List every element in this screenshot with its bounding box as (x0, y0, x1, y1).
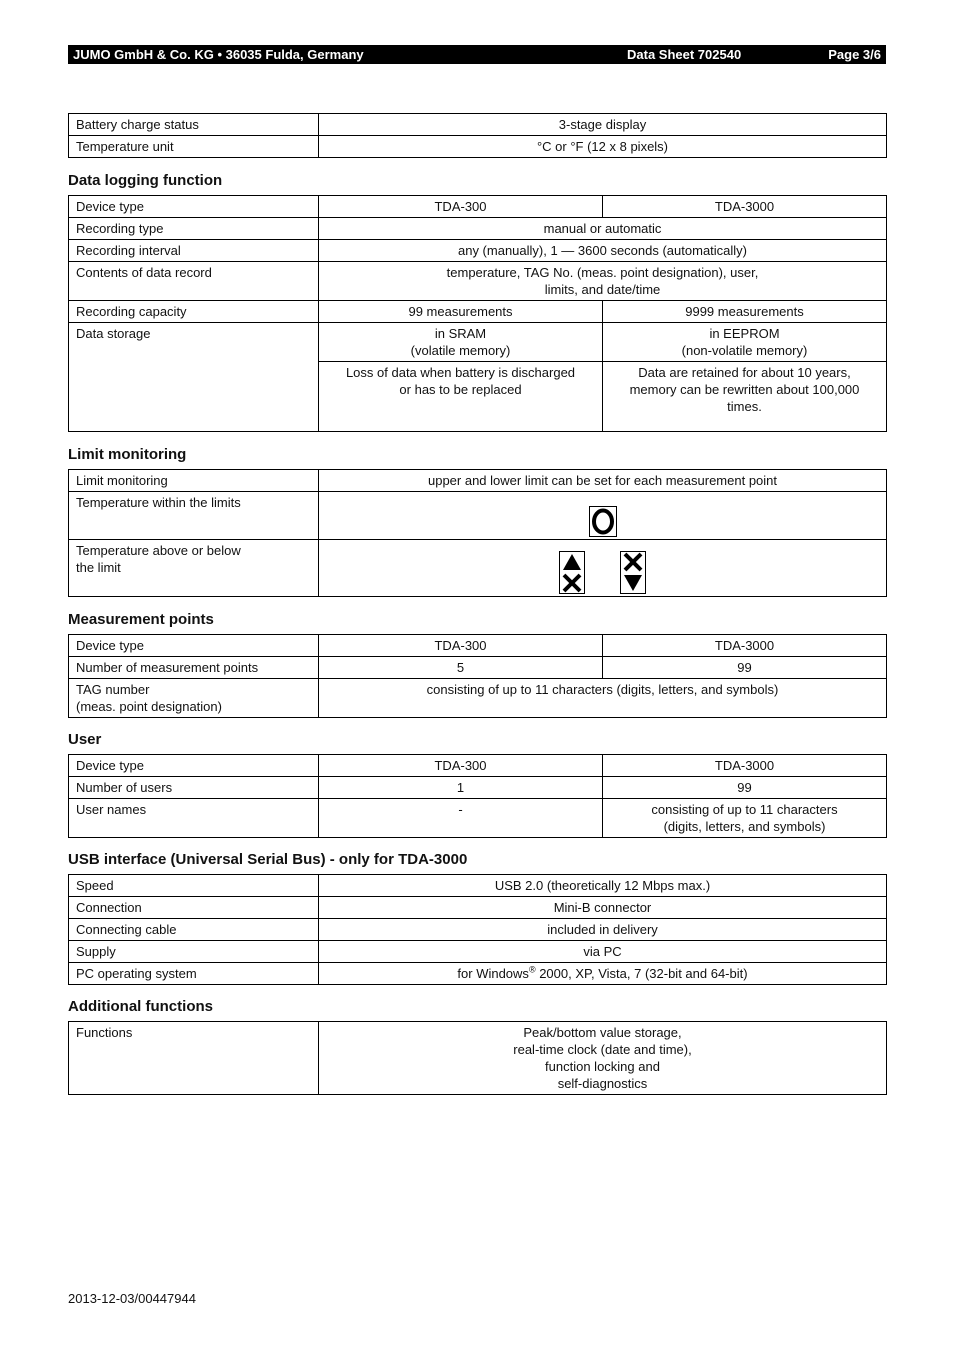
row-label: Supply (69, 941, 319, 963)
table-row (69, 262, 887, 301)
row-value: USB 2.0 (theoretically 12 Mbps max.) (319, 875, 887, 897)
row-value: 3-stage display (319, 114, 887, 136)
row-value (319, 492, 887, 540)
table-row (69, 492, 887, 540)
device-b: TDA-3000 (603, 755, 887, 777)
row-value: consisting of up to 11 characters (digits, letters, and symbols) (319, 679, 887, 718)
row-label: Number of measurement points (69, 657, 319, 679)
device-b: TDA-3000 (603, 196, 887, 218)
table-row (69, 799, 887, 838)
row-value: upper and lower limit can be set for each measurement point (319, 470, 887, 492)
os-prefix: for Windows (457, 966, 529, 981)
table-row (69, 941, 887, 963)
function-line: Peak/bottom value storage, (523, 1025, 682, 1040)
names-b-line: (digits, letters, and symbols) (663, 819, 826, 834)
registered-mark: ® (528, 964, 536, 975)
retention-b-line: times. (727, 399, 762, 414)
row-value (319, 540, 887, 597)
device-a: TDA-300 (319, 196, 603, 218)
table-row (69, 240, 887, 262)
device-a: TDA-300 (319, 755, 603, 777)
display-table (68, 113, 887, 158)
row-label: Recording interval (69, 240, 319, 262)
x-down-arrow-icon (620, 551, 646, 594)
names-b (603, 799, 887, 838)
count-b: 99 (603, 777, 887, 799)
table-row (69, 470, 887, 492)
row-value: °C or °F (12 x 8 pixels) (319, 136, 887, 158)
row-label: Connecting cable (69, 919, 319, 941)
row-value (319, 262, 887, 301)
user-table (68, 754, 887, 838)
row-value: via PC (319, 941, 887, 963)
retention-a-line: Loss of data when battery is discharged (345, 365, 576, 380)
row-label: Temperature within the limits (69, 492, 319, 540)
count-b: 99 (603, 657, 887, 679)
storage-a-line: (volatile memory) (410, 343, 511, 358)
table-row (69, 136, 887, 158)
row-label (69, 540, 319, 597)
up-arrow-x-icon (559, 551, 585, 594)
row-label: Device type (69, 635, 319, 657)
row-value (319, 1022, 887, 1095)
contents-line: limits, and date/time (544, 282, 661, 297)
section-heading-limit-monitoring: Limit monitoring (68, 446, 187, 463)
section-heading-measurement-points: Measurement points (68, 611, 214, 628)
header-company: JUMO GmbH & Co. KG • 36035 Fulda, Germany (73, 47, 364, 62)
row-label: Number of users (69, 777, 319, 799)
count-a: 1 (319, 777, 603, 799)
row-label: Temperature unit (69, 136, 319, 158)
section-heading-user: User (68, 731, 102, 748)
row-label: PC operating system (69, 963, 319, 985)
table-row (69, 777, 887, 799)
row-label: Contents of data record (69, 262, 319, 301)
label-line: the limit (76, 560, 121, 575)
storage-a-line: in SRAM (434, 326, 487, 341)
row-label: Recording type (69, 218, 319, 240)
table-row (69, 897, 887, 919)
table-row (69, 218, 887, 240)
row-label (69, 679, 319, 718)
row-label: User names (69, 799, 319, 838)
row-label: Limit monitoring (69, 470, 319, 492)
table-row (69, 196, 887, 218)
row-label: Functions (69, 1022, 319, 1095)
row-label: Recording capacity (69, 301, 319, 323)
table-row (69, 679, 887, 718)
footer-date-code: 2013-12-03/00447944 (68, 1291, 196, 1306)
storage-b (603, 323, 887, 362)
section-heading-usb: USB interface (Universal Serial Bus) - only for TDA-3000 (68, 851, 468, 868)
row-value: Mini-B connector (319, 897, 887, 919)
row-label: Device type (69, 196, 319, 218)
storage-b-line: (non-volatile memory) (681, 343, 808, 358)
label-line: Temperature above or below (76, 543, 241, 558)
retention-b-line: memory can be rewritten about 100,000 (629, 382, 860, 397)
additional-functions-table (68, 1021, 887, 1095)
table-row (69, 323, 887, 362)
table-row (69, 301, 887, 323)
table-row (69, 875, 887, 897)
function-line: function locking and (545, 1059, 660, 1074)
row-value: any (manually), 1 — 3600 seconds (automatically) (319, 240, 887, 262)
data-logging-table (68, 195, 887, 432)
label-line: TAG number (76, 682, 150, 697)
header-bar (68, 45, 886, 64)
row-value: manual or automatic (319, 218, 887, 240)
section-heading-additional-functions: Additional functions (68, 998, 213, 1015)
retention-b-line: Data are retained for about 10 years, (638, 365, 851, 380)
device-b: TDA-3000 (603, 635, 887, 657)
circle-o-icon (589, 506, 617, 537)
row-value (319, 963, 887, 985)
table-row (69, 540, 887, 597)
contents-line: temperature, TAG No. (meas. point designation), user, (446, 265, 759, 280)
storage-b-line: in EEPROM (709, 326, 780, 341)
capacity-b: 9999 measurements (603, 301, 887, 323)
row-label: Connection (69, 897, 319, 919)
names-a: - (319, 799, 603, 838)
device-a: TDA-300 (319, 635, 603, 657)
row-label: Speed (69, 875, 319, 897)
label-line: (meas. point designation) (76, 699, 222, 714)
function-line: self-diagnostics (557, 1076, 648, 1091)
table-row (69, 657, 887, 679)
function-line: real-time clock (date and time), (513, 1042, 692, 1057)
capacity-a: 99 measurements (319, 301, 603, 323)
retention-a (319, 362, 603, 432)
os-suffix: 2000, XP, Vista, 7 (32-bit and 64-bit) (535, 966, 748, 981)
row-label: Device type (69, 755, 319, 777)
retention-b (603, 362, 887, 432)
retention-a-line: or has to be replaced (399, 382, 522, 397)
table-row (69, 114, 887, 136)
usb-table (68, 874, 887, 985)
row-value: included in delivery (319, 919, 887, 941)
limit-monitoring-table (68, 469, 887, 597)
section-heading-data-logging: Data logging function (68, 172, 223, 189)
table-row (69, 963, 887, 985)
names-b-line: consisting of up to 11 characters (651, 802, 838, 817)
table-row (69, 755, 887, 777)
header-sheet-number: Data Sheet 702540 (627, 47, 742, 62)
count-a: 5 (319, 657, 603, 679)
row-label: Data storage (69, 323, 319, 432)
storage-a (319, 323, 603, 362)
table-row (69, 1022, 887, 1095)
measurement-points-table (68, 634, 887, 718)
row-label: Battery charge status (69, 114, 319, 136)
table-row (69, 635, 887, 657)
header-page-number: Page 3/6 (828, 47, 881, 62)
table-row (69, 919, 887, 941)
